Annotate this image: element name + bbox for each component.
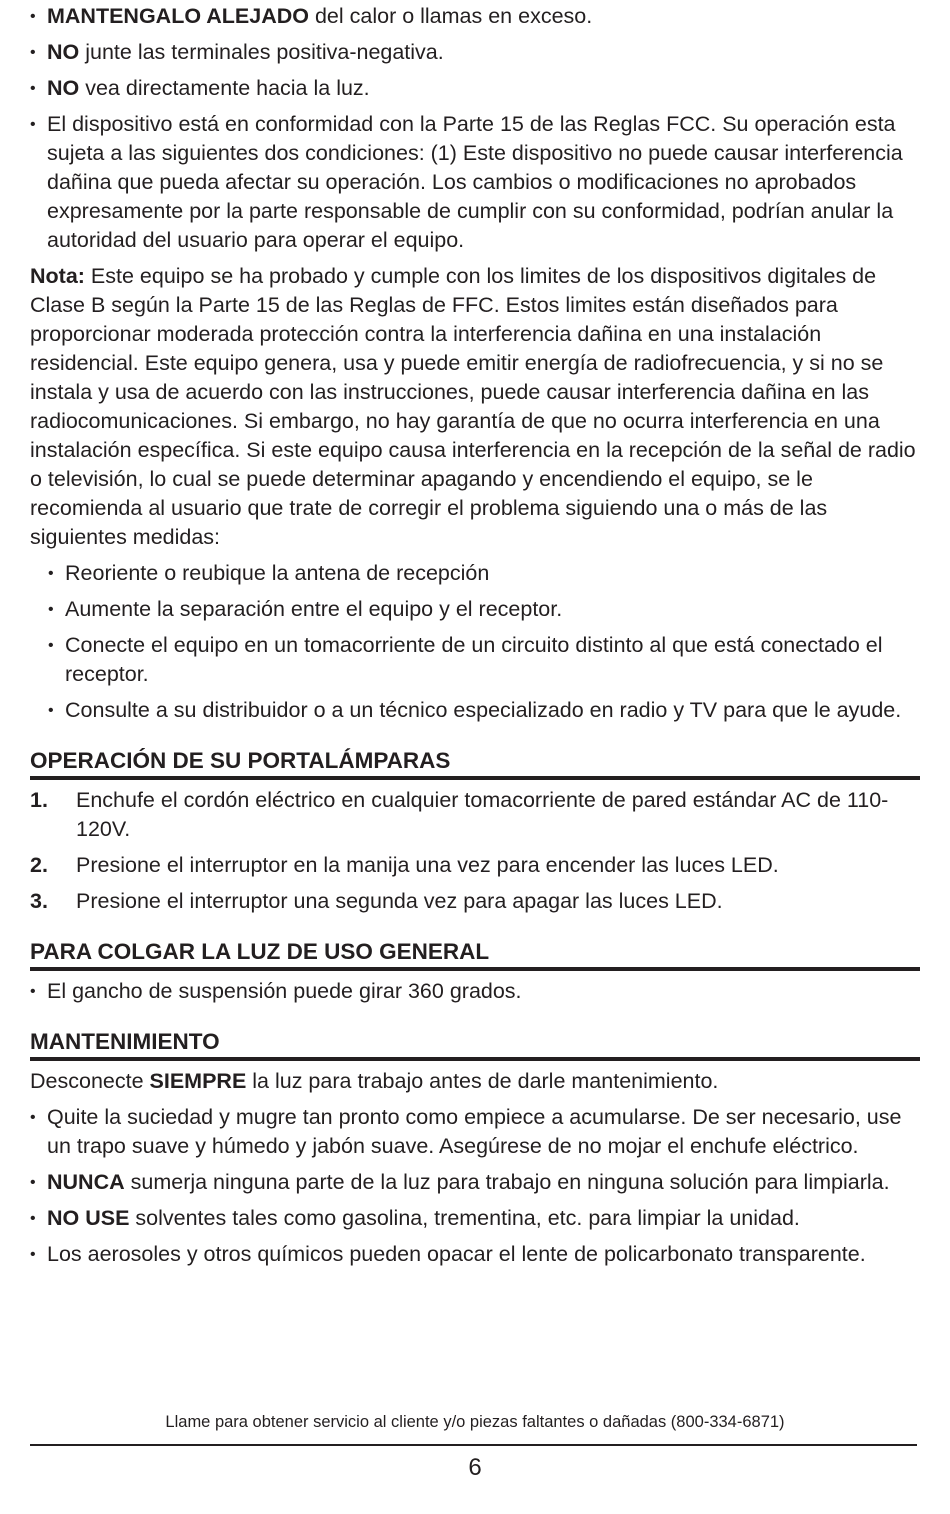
footer-divider — [30, 1444, 917, 1446]
maintenance-emphasis: NUNCA — [47, 1170, 125, 1194]
step-text: Enchufe el cordón eléctrico en cualquier tomacorriente de pared estándar AC de 110-120V. — [76, 788, 889, 841]
warning-item — [30, 38, 920, 67]
note-label: Nota: — [30, 264, 85, 288]
manual-page — [30, 0, 920, 1276]
maintenance-item — [30, 1204, 920, 1233]
measure-item: • Consulte a su distribuidor o a un técnico especializado en radio y TV para que le ayude. — [30, 696, 920, 725]
measure-item: • Conecte el equipo en un tomacorriente de un circuito distinto al que está conectado el receptor. — [30, 631, 920, 689]
operation-heading: OPERACIÓN DE SU PORTALÁMPARAS — [30, 747, 920, 780]
maintenance-item — [30, 1168, 920, 1197]
maintenance-item — [30, 1240, 920, 1269]
warning-item — [30, 74, 920, 103]
fcc-compliance-item — [30, 110, 920, 255]
maintenance-intro — [30, 1067, 920, 1096]
step-number: 1. — [30, 788, 48, 812]
maintenance-text: Los aerosoles y otros químicos pueden opacar el lente de policarbonato transparente. — [47, 1242, 866, 1266]
page-number: 6 — [468, 1454, 482, 1481]
step-number: 3. — [30, 889, 48, 913]
maintenance-text: sumerja ninguna parte de la luz para trabajo en ninguna solución para limpiarla. — [124, 1170, 890, 1194]
hanging-item: • El gancho de suspensión puede girar 360 grados. — [30, 977, 920, 1006]
maintenance-text: Quite la suciedad y mugre tan pronto como empiece a acumularse. De ser necesario, use un trapo suave y húmedo y jabón suave. Asegúrese de no mojar el enchufe eléctrico. — [47, 1105, 902, 1158]
operation-step — [30, 786, 920, 844]
warning-item — [30, 2, 920, 31]
warning-text: El dispositivo está en conformidad con la Parte 15 de las Reglas FCC. Su operación esta sujeta a las siguientes dos condiciones: (1) Este dispositivo no puede causar interferencia dañina que pueda afectar su operación. Los cambios o modificaciones no aprobados expresamente por la parte responsable de cumplir con su conformidad, podrían anular la autoridad del usuario para operar el equipo. — [47, 112, 903, 252]
warning-emphasis: MANTENGALO ALEJADO — [47, 4, 309, 28]
measure-item: • Reoriente o reubique la antena de recepción — [30, 559, 920, 588]
maintenance-emphasis: NO USE — [47, 1206, 130, 1230]
measure-item: • Aumente la separación entre el equipo y el receptor. — [30, 595, 920, 624]
maintenance-text: solventes tales como gasolina, trementina, etc. para limpiar la unidad. — [129, 1206, 800, 1230]
step-text: Presione el interruptor una segunda vez para apagar las luces LED. — [76, 889, 723, 913]
hanging-heading: PARA COLGAR LA LUZ DE USO GENERAL — [30, 938, 920, 971]
operation-step — [30, 887, 920, 916]
warning-text: del calor o llamas en exceso. — [308, 4, 593, 28]
operation-step — [30, 851, 920, 880]
intro-text: la luz para trabajo antes de darle mantenimiento. — [246, 1069, 719, 1093]
intro-text: Desconecte — [30, 1069, 150, 1093]
warning-emphasis: NO — [47, 40, 80, 64]
customer-service-note: Llame para obtener servicio al cliente y/o piezas faltantes o dañadas (800-334-6871) — [165, 1413, 785, 1431]
warning-emphasis: NO — [47, 76, 80, 100]
warning-text: junte las terminales positiva-negativa. — [79, 40, 444, 64]
step-text: Presione el interruptor en la manija una vez para encender las luces LED. — [76, 853, 779, 877]
fcc-note — [30, 262, 920, 552]
maintenance-heading: MANTENIMIENTO — [30, 1028, 920, 1061]
step-number: 2. — [30, 853, 48, 877]
warning-text: vea directamente hacia la luz. — [79, 76, 370, 100]
note-text: Este equipo se ha probado y cumple con los limites de los dispositivos digitales de Clase B según la Parte 15 de las Reglas de FFC. Estos limites están diseñados para proporcionar moderada protección contra la interferencia dañina en una instalación residencial. Este equipo genera, usa y puede emitir energía de radiofrecuencia, y si no se instala y usa de acuerdo con las instrucciones, puede causar interferencia dañina en las radiocomunicaciones. Si embargo, no hay garantía de que no ocurra interferencia en una instalación específica. Si este equipo causa interferencia en la recepción de la señal de radio o televisión, lo cual se puede determinar apagando y encendiendo el equipo, se le recomienda al usuario que trate de corregir el problema siguiendo una o más de las siguientes medidas: — [30, 264, 916, 549]
intro-emphasis: SIEMPRE — [149, 1069, 247, 1093]
maintenance-item — [30, 1103, 920, 1161]
